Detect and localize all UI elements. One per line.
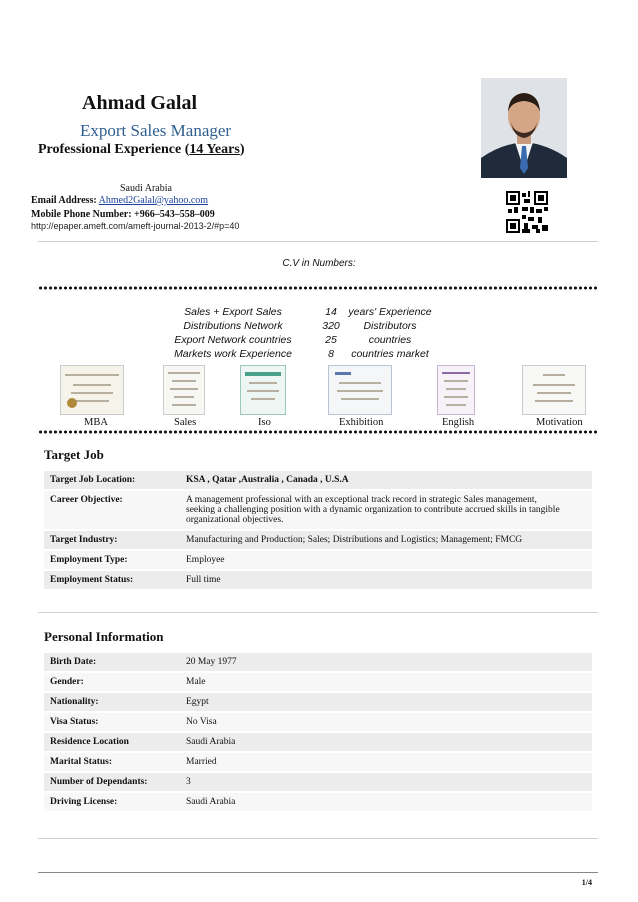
section-heading-target-job: Target Job: [44, 447, 104, 462]
field-value: Full time: [180, 570, 592, 590]
experience-summary: [38, 142, 244, 158]
certificate-label: Sales: [174, 417, 197, 428]
cv-number-value: 25: [325, 334, 337, 346]
field-value: Married: [180, 752, 592, 772]
cv-number-row: [160, 348, 460, 362]
divider: [38, 612, 598, 613]
field-value: Manufacturing and Production; Sales; Distributions and Logistics; Management; FMCG: [180, 530, 592, 550]
experience-prefix: Professional Experience (: [38, 142, 190, 157]
contact-country: Saudi Arabia: [120, 183, 172, 194]
certificate-label: Motivation: [536, 417, 583, 428]
cv-number-value: 14: [325, 306, 337, 318]
field-label: Marital Status:: [44, 752, 180, 772]
experience-suffix: ): [239, 142, 245, 157]
table-row: [44, 692, 592, 712]
field-value: 20 May 1977: [180, 653, 592, 672]
cv-number-unit: countries: [368, 334, 412, 346]
target-job-table: [44, 471, 592, 591]
certificate-label: MBA: [84, 417, 108, 428]
email-link[interactable]: Ahmed2Galal@yahoo.com: [98, 195, 209, 206]
certificate-mba-thumbnail[interactable]: [60, 365, 124, 415]
divider: [38, 241, 598, 242]
field-label: Driving License:: [44, 792, 180, 812]
table-row: [44, 732, 592, 752]
cv-number-label: Export Network countries: [174, 334, 292, 346]
certificate-exhibition-thumbnail[interactable]: [328, 365, 392, 415]
cv-number-label: Distributions Network: [183, 320, 283, 332]
cv-number-unit: countries market: [351, 348, 429, 360]
certificate-label: Iso: [258, 417, 271, 428]
candidate-name: Ahmad Galal: [82, 92, 198, 114]
table-row: [44, 550, 592, 570]
cv-number-label: Markets work Experience: [174, 348, 292, 360]
cv-number-label: Sales + Export Sales: [184, 306, 282, 318]
field-label: Gender:: [44, 672, 180, 692]
cv-number-value: 8: [328, 348, 334, 360]
personal-info-table: [44, 653, 592, 813]
cv-number-row: [160, 320, 460, 334]
cv-number-value: 320: [322, 320, 340, 332]
email-label: Email Address:: [31, 195, 97, 206]
experience-years: 14 Years: [189, 142, 240, 157]
field-label: Target Job Location:: [44, 471, 180, 490]
table-row: [44, 712, 592, 732]
field-label: Nationality:: [44, 692, 180, 712]
field-label: Number of Dependants:: [44, 772, 180, 792]
table-row: [44, 570, 592, 590]
certificate-label: Exhibition: [339, 417, 384, 428]
certificate-motivation-thumbnail[interactable]: [522, 365, 586, 415]
job-title: Export Sales Manager: [80, 121, 232, 140]
page-number: 1/4: [581, 878, 592, 887]
table-row: [44, 772, 592, 792]
profile-photo: [481, 78, 567, 178]
field-value: Egypt: [180, 692, 592, 712]
contact-phone: Mobile Phone Number: +966–543–558–009: [31, 209, 215, 220]
cv-number-unit: years' Experience: [348, 306, 432, 318]
section-heading-personal-info: Personal Information: [44, 629, 164, 644]
divider: [38, 838, 598, 839]
field-label: Career Objective:: [44, 490, 180, 530]
field-label: Employment Type:: [44, 550, 180, 570]
table-row: [44, 672, 592, 692]
table-row: [44, 792, 592, 812]
cv-numbers-title: C.V in Numbers:: [282, 258, 356, 269]
table-row: [44, 490, 592, 530]
field-value: 3: [180, 772, 592, 792]
field-value: KSA , Qatar ,Australia , Canada , U.S.A: [180, 471, 592, 490]
field-value: Saudi Arabia: [180, 732, 592, 752]
dotted-divider: [38, 430, 598, 434]
field-label: Employment Status:: [44, 570, 180, 590]
cv-number-row: [160, 334, 460, 348]
field-value: Employee: [180, 550, 592, 570]
certificate-label: English: [442, 417, 475, 428]
field-label: Birth Date:: [44, 653, 180, 672]
field-label: Residence Location: [44, 732, 180, 752]
field-value: A management professional with an exceptional track record in strategic Sales management, seeking a challenging position with a dynamic organization to contribute accrued skills in tangible organizational objectives.: [180, 490, 592, 530]
certificate-english-thumbnail[interactable]: [437, 365, 475, 415]
field-label: Target Industry:: [44, 530, 180, 550]
contact-url[interactable]: http://epaper.ameft.com/ameft-journal-2013-2/#p=40: [31, 221, 240, 231]
certificate-iso-thumbnail[interactable]: [240, 365, 286, 415]
cv-number-unit: Distributors: [363, 320, 417, 332]
table-row: [44, 653, 592, 672]
field-value: Saudi Arabia: [180, 792, 592, 812]
table-row: [44, 752, 592, 772]
dotted-divider: [38, 286, 598, 290]
field-label: Visa Status:: [44, 712, 180, 732]
cv-number-row: [160, 306, 460, 320]
table-row: [44, 530, 592, 550]
table-row: [44, 471, 592, 490]
field-value: No Visa: [180, 712, 592, 732]
certificate-sales-thumbnail[interactable]: [163, 365, 205, 415]
contact-email: [31, 195, 208, 206]
field-value: Male: [180, 672, 592, 692]
footer-divider: [38, 872, 598, 873]
qr-code-icon: [506, 191, 548, 233]
